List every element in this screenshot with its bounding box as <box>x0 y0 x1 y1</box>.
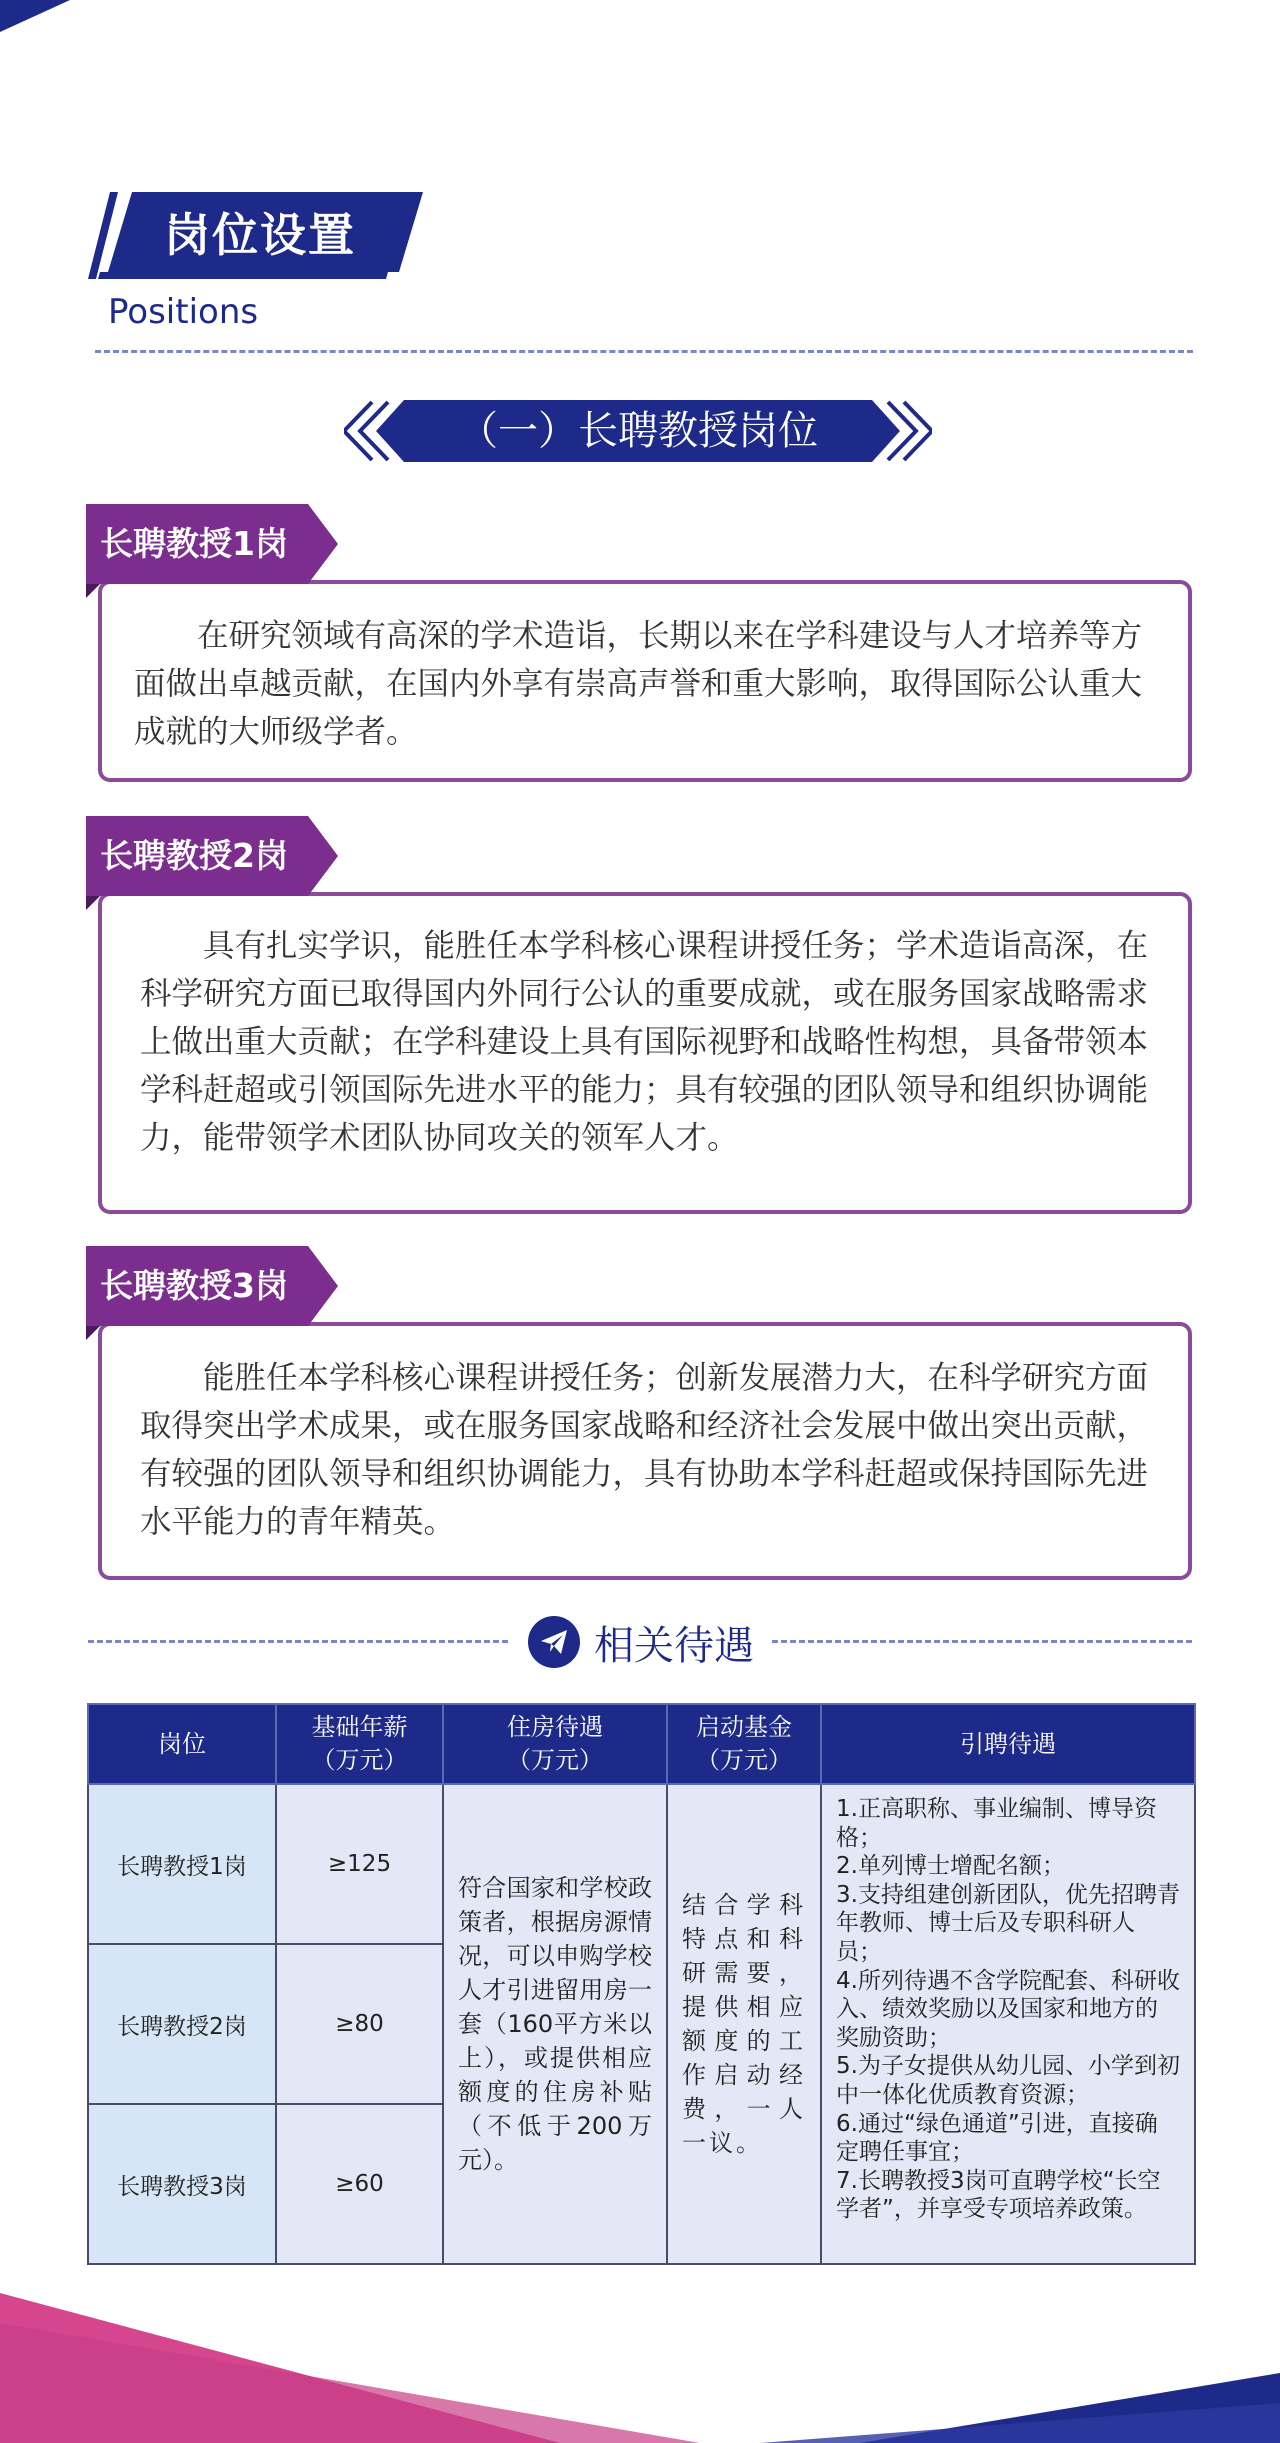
post-tag-2 <box>86 816 338 896</box>
post-description: 能胜任本学科核心课程讲授任务；创新发展潜力大，在科学研究方面取得突出学术成果，或在服务国家战略和经济社会发展中做出突出贡献，有较强的团队领导和组织协调能力，具有协助本学科赶超或保持国际先进水平能力的青年精英。 <box>140 1360 1149 1540</box>
post-card-1 <box>98 580 1192 782</box>
post-card-2 <box>98 892 1192 1214</box>
list-item: 6.通过“绿色通道”引进，直接确定聘任事宜； <box>836 2110 1158 2166</box>
column-header: 引聘待遇 <box>821 1704 1195 1784</box>
section-heading: 相关待遇 <box>594 1622 754 1669</box>
divider <box>95 350 1193 353</box>
post-tag-3 <box>86 1246 338 1326</box>
post-description: 具有扎实学识，能胜任本学科核心课程讲授任务；学术造诣高深，在科学研究方面已取得国内外同行公认的重要成就，或在服务国家战略需求上做出重大贡献；在学科建设上具有国际视野和战略性构想，具备带领本学科赶超或引领国际先进水平的能力；具有较强的团队领导和组织协调能力，能带领学术团队协同攻关的领军人才。 <box>140 928 1149 1156</box>
post-tag-label: 长聘教授2岗 <box>100 836 288 875</box>
post-cell: 长聘教授2岗 <box>88 1944 276 2104</box>
divider <box>88 1640 508 1643</box>
table-row <box>88 1784 1195 1944</box>
fund-cell: 结合学科特点和科研需要，提供相应额度的工作启动经费，一人一议。 <box>667 1784 821 2264</box>
salary-cell: ≥80 <box>276 1944 443 2104</box>
divider <box>772 1640 1192 1643</box>
column-header: 住房待遇 （万元） <box>443 1704 667 1784</box>
banner-title: （一）长聘教授岗位 <box>458 408 818 454</box>
table-header-row <box>88 1704 1195 1784</box>
list-item: 1.正高职称、事业编制、博导资格； <box>836 1796 1157 1851</box>
benefits-table <box>87 1703 1194 2265</box>
post-tag-label: 长聘教授1岗 <box>100 524 288 563</box>
benefits-cell <box>821 1784 1195 2264</box>
section-banner <box>344 398 932 464</box>
list-item: 4.所列待遇不含学院配套、科研收入、绩效奖励以及国家和地方的奖励资助； <box>836 1967 1180 2051</box>
column-header: 基础年薪 （万元） <box>276 1704 443 1784</box>
page-subtitle: Positions <box>108 292 259 332</box>
list-item: 2.单列博士增配名额； <box>836 1853 1065 1880</box>
page-title: 岗位设置 <box>164 208 356 262</box>
list-item: 7.长聘教授3岗可直聘学校“长空学者”，并享受专项培养政策。 <box>836 2167 1161 2223</box>
post-description: 在研究领域有高深的学术造诣，长期以来在学科建设与人才培养等方面做出卓越贡献，在国内外享有崇高声誉和重大影响，取得国际公认重大成就的大师级学者。 <box>134 618 1143 750</box>
salary-cell: ≥60 <box>276 2104 443 2264</box>
housing-cell: 符合国家和学校政策者，根据房源情况，可以申购学校人才引进留用房一套（160平方米以上），或提供相应额度的住房补贴（不低于200万元）。 <box>443 1784 667 2264</box>
post-card-3 <box>98 1322 1192 1580</box>
benefits-section-title <box>528 1614 754 1670</box>
post-cell: 长聘教授1岗 <box>88 1784 276 1944</box>
list-item: 5.为子女提供从幼儿园、小学到初中一体化优质教育资源； <box>836 2053 1180 2108</box>
corner-decoration <box>0 0 70 32</box>
section-header-badge <box>88 192 423 279</box>
footer-decoration <box>0 2263 1280 2443</box>
salary-cell: ≥125 <box>276 1784 443 1944</box>
column-header: 启动基金 （万元） <box>667 1704 821 1784</box>
paper-plane-icon <box>528 1616 580 1668</box>
column-header: 岗位 <box>88 1704 276 1784</box>
list-item: 3.支持组建创新团队，优先招聘青年教师、博士后及专职科研人员； <box>836 1881 1180 1965</box>
post-cell: 长聘教授3岗 <box>88 2104 276 2264</box>
post-tag-label: 长聘教授3岗 <box>100 1266 288 1305</box>
post-tag-1 <box>86 504 338 584</box>
